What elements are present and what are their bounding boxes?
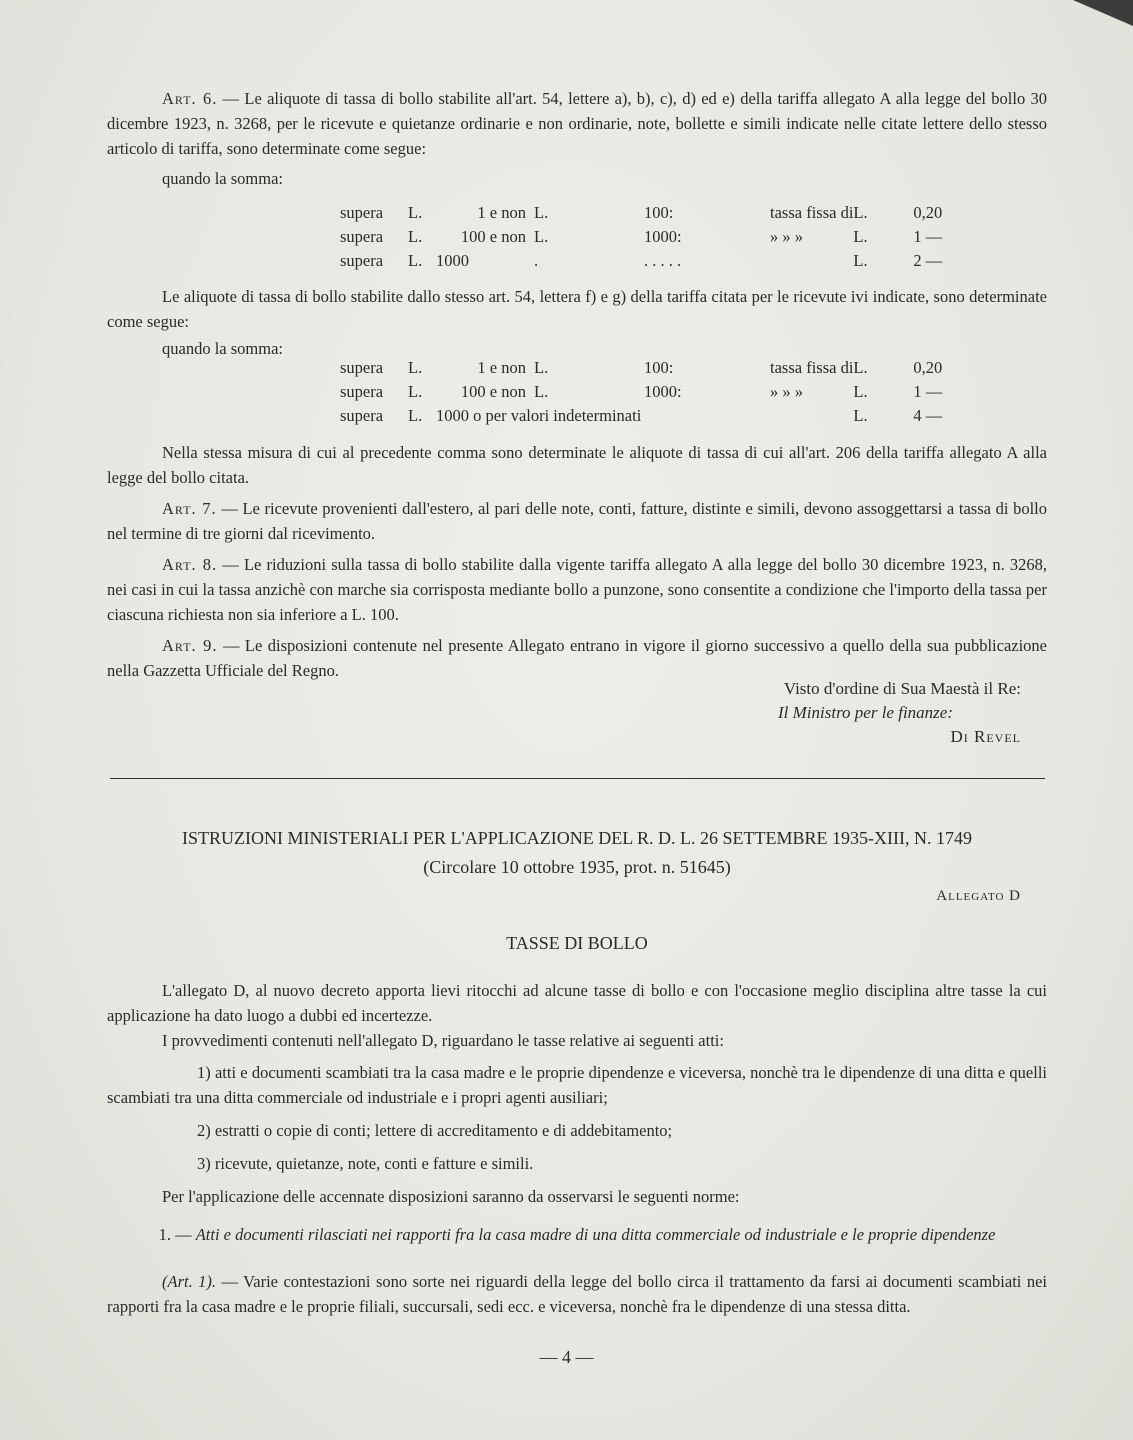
rate-cell: . bbox=[534, 251, 539, 270]
rate-cell: 1 — bbox=[913, 382, 943, 401]
body-p1: L'allegato D, al nuovo decreto apporta lievi ritocchi ad alcune tasse di bollo e con l'occasione meglio disciplina altre tasse la cui applicazione ha dato luogo a dubbi ed incertezze. bbox=[107, 981, 1047, 1025]
art8-label: Art. 8. bbox=[162, 555, 218, 574]
rate-cell: L. bbox=[408, 358, 423, 377]
body-block bbox=[107, 978, 1047, 1319]
section1-title: Atti e documenti rilasciati nei rapporti fra la casa madre di una ditta commerciale od industriale e le proprie dipendenze bbox=[195, 1225, 996, 1244]
rate-cell: supera bbox=[340, 251, 384, 270]
art8-text: — Le riduzioni sulla tassa di bollo stabilite dalla vigente tariffa allegato A alla legge del bollo 30 dicembre 1923, n. 3268, nei casi in cui la tassa anzichè con marche sia corrisposta mediante bollo a punzone, sono consentite a condizione che l'importo della tassa per ciascuna richiesta non sia inferiore a L. 100. bbox=[107, 555, 1047, 624]
art6b-rates-table bbox=[340, 356, 942, 428]
rate-row bbox=[340, 404, 942, 428]
rate-cell: L. bbox=[408, 227, 423, 246]
rate-cell: 1 e non bbox=[477, 203, 526, 222]
rate-cell: 1000: bbox=[644, 227, 682, 246]
art9-label: Art. 9. bbox=[162, 636, 218, 655]
rate-row bbox=[340, 380, 942, 404]
rate-cell: L. bbox=[534, 227, 549, 246]
rate-cell: L. bbox=[853, 358, 868, 377]
rate-cell: supera bbox=[340, 227, 384, 246]
rate-cell: 1 — bbox=[913, 227, 943, 246]
rate-cell: L. bbox=[534, 203, 549, 222]
rate-cell: 1000: bbox=[644, 382, 682, 401]
rate-cell: 0,20 bbox=[913, 358, 943, 377]
rate-cell: L. bbox=[853, 203, 868, 222]
rate-row bbox=[340, 249, 942, 273]
rate-cell: L. bbox=[408, 406, 423, 425]
rate-cell: L. bbox=[408, 382, 423, 401]
rate-cell: L. bbox=[853, 251, 868, 270]
rate-cell: 0,20 bbox=[913, 203, 943, 222]
art6-rates-table bbox=[340, 201, 942, 273]
rate-cell: 1000 o per valori indeterminati bbox=[436, 406, 642, 425]
signature-line3: Di Revel bbox=[950, 727, 1021, 746]
art1-paragraph bbox=[107, 1269, 1047, 1319]
body-item3: 3) ricevute, quietanze, note, conti e fatture e simili. bbox=[197, 1154, 534, 1173]
rate-cell: 100: bbox=[644, 358, 674, 377]
page-corner-shadow bbox=[1073, 0, 1133, 26]
art6-block bbox=[107, 86, 1047, 191]
rate-cell: L. bbox=[534, 382, 549, 401]
section1-heading bbox=[107, 1222, 1047, 1247]
rate-row bbox=[340, 356, 942, 380]
circular-subtitle: (Circolare 10 ottobre 1935, prot. n. 51645) bbox=[423, 857, 731, 877]
rate-cell bbox=[770, 249, 853, 273]
rate-cell: L. bbox=[853, 406, 868, 425]
section-title: TASSE DI BOLLO bbox=[506, 933, 648, 953]
art6-text: — Le aliquote di tassa di bollo stabilite all'art. 54, lettere a), b), c), d) ed e) della tariffa allegato A alla legge del bollo 30 dicembre 1923, n. 3268, per le ricevute e quietanze ordinarie e non ordinarie, note, bollette e simili indicate nelle citate lettere dello stesso articolo di tariffa, sono determinate come segue: bbox=[107, 89, 1048, 158]
art9-paragraph bbox=[107, 633, 1047, 683]
art1-label: (Art. 1). bbox=[162, 1272, 217, 1291]
rate-cell: 4 — bbox=[913, 406, 943, 425]
rate-row bbox=[340, 225, 942, 249]
art1-text: — Varie contestazioni sono sorte nei riguardi della legge del bollo circa il trattamento da farsi ai documenti scambiati nei rapporti fra la casa madre e le proprie filiali, succursali, sedi ecc. e viceversa, nonchè fra le dipendenze di una stessa ditta. bbox=[107, 1272, 1048, 1316]
rate-cell: . . . . . bbox=[644, 251, 682, 270]
rate-cell: supera bbox=[340, 406, 384, 425]
rate-cell: L. bbox=[853, 227, 868, 246]
rate-cell: » » » bbox=[770, 382, 803, 401]
art7-text: — Le ricevute provenienti dall'estero, al pari delle note, conti, fatture, distinte e simili, devono assoggettarsi a tassa di bollo nel termine di tre giorni dal ricevimento. bbox=[107, 499, 1048, 543]
art6b-paragraph: Le aliquote di tassa di bollo stabilite dallo stesso art. 54, lettera f) e g) della tariffa citata per le ricevute ivi indicate, sono determinate come segue: bbox=[107, 287, 1047, 331]
rate-cell: 2 — bbox=[913, 251, 943, 270]
rate-row bbox=[340, 201, 942, 225]
art6b-block bbox=[107, 284, 1047, 361]
circular-heading bbox=[107, 824, 1047, 882]
rate-cell: tassa fissa di bbox=[770, 203, 854, 222]
rate-cell: supera bbox=[340, 203, 384, 222]
art8-paragraph bbox=[107, 552, 1047, 627]
rate-cell: L. bbox=[534, 358, 549, 377]
art6-label: Art. 6. bbox=[162, 89, 218, 108]
art9-text: — Le disposizioni contenute nel presente Allegato entrano in vigore il giorno successivo a quello della sua pubblicazione nella Gazzetta Ufficiale del Regno. bbox=[107, 636, 1048, 680]
art6-quando: quando la somma: bbox=[162, 169, 283, 188]
rate-cell: 1000 bbox=[436, 251, 469, 270]
rate-cell: » » » bbox=[770, 227, 803, 246]
body-item1: 1) atti e documenti scambiati tra la casa madre e le proprie dipendenze e viceversa, nonchè tra le dipendenze di una ditta e quelli scambiati tra una ditta commerciale od industriale e i propri agenti ausiliari; bbox=[107, 1063, 1047, 1107]
rate-cell: L. bbox=[408, 203, 423, 222]
rate-cell: supera bbox=[340, 382, 384, 401]
circular-title: ISTRUZIONI MINISTERIALI PER L'APPLICAZIONE DEL R. D. L. 26 SETTEMBRE 1935-XIII, N. 1749 bbox=[181, 828, 972, 848]
rate-cell: 1 e non bbox=[477, 358, 526, 377]
art6b-text2: Nella stessa misura di cui al precedente comma sono determinate le aliquote di tassa di cui all'art. 206 della tariffa allegato A alla legge del bollo citata. bbox=[107, 443, 1047, 487]
rate-cell: tassa fissa di bbox=[770, 358, 854, 377]
page-number: — 4 — bbox=[539, 1347, 594, 1367]
rate-cell: 100 e non bbox=[460, 382, 526, 401]
rate-cell: L. bbox=[853, 382, 868, 401]
body-p3: Per l'applicazione delle accennate disposizioni saranno da osservarsi le seguenti norme: bbox=[162, 1187, 740, 1206]
rate-cell: 100: bbox=[644, 203, 674, 222]
art7-paragraph bbox=[107, 496, 1047, 546]
signature-line1: Visto d'ordine di Sua Maestà il Re: bbox=[783, 679, 1021, 698]
section-divider bbox=[110, 778, 1045, 779]
rate-cell: supera bbox=[340, 358, 384, 377]
art6-paragraph bbox=[107, 86, 1047, 161]
art6b-quando: quando la somma: bbox=[162, 339, 283, 358]
art7-label: Art. 7. bbox=[162, 499, 217, 518]
section1-number: 1. — bbox=[158, 1225, 196, 1244]
signature-block bbox=[778, 677, 1021, 749]
art6b-text2-block bbox=[107, 440, 1047, 683]
body-item2: 2) estratti o copie di conti; lettere di accreditamento e di addebitamento; bbox=[197, 1121, 673, 1140]
signature-line2: Il Ministro per le finanze: bbox=[777, 703, 953, 722]
body-p2: I provvedimenti contenuti nell'allegato D, riguardano le tasse relative ai seguenti atti: bbox=[162, 1031, 724, 1050]
rate-cell: 100 e non bbox=[460, 227, 526, 246]
rate-cell: L. bbox=[408, 251, 423, 270]
allegato-label: Allegato D bbox=[936, 888, 1021, 904]
